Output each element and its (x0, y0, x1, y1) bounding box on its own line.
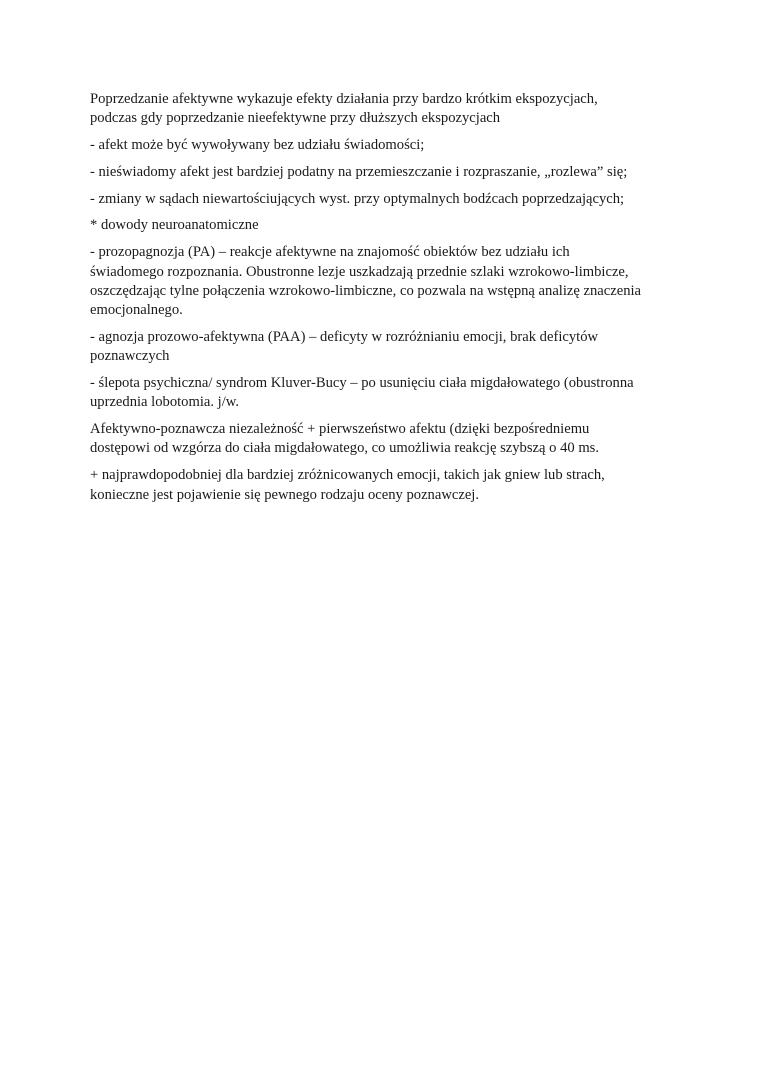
paragraph-neuroanatomical-evidence: * dowody neuroanatomiczne (90, 217, 259, 234)
paragraph-agnosia: - agnozja prozowo-afektywna (PAA) – deficyty w rozróżnianiu emocji, brak deficytów poznawczych (90, 328, 599, 365)
paragraph-prosopagnosia: - prozopagnozja (PA) – reakcje afektywne na znajomość obiektów bez udziału ich świadomego rozpoznania. Obustronne lezje uszkadzają przednie szlaki wzrokowo-limbicze, oszczędzając tylne połączenia wzrokowo-limbiczne, co pozwala na wstępną analizę znaczenia emocjonalnego. (90, 244, 642, 319)
paragraph-non-evaluative-judgments: - zmiany w sądach niewartościujących wyst. przy optymalnych bodźcach poprzedzających; (90, 190, 625, 207)
document-body (90, 90, 680, 512)
paragraph-affective-cognitive-independence: Afektywno-poznawcza niezależność + pierwszeństwo afektu (dzięki bezpośredniemu dostępowi od wzgórza do ciała migdałowatego, co umożliwia reakcję szybszą o 40 ms. (90, 421, 599, 457)
paragraph-unconscious-affect-spreads: - nieświadomy afekt jest bardziej podatny na przemieszczanie i rozpraszanie, „rozlewa” się; (90, 163, 628, 180)
paragraph-affective-priming: Poprzedzanie afektywne wykazuje efekty działania przy bardzo krótkim ekspozycjach, podczas gdy poprzedzanie nieefektywne przy dłuższych ekspozycjach (90, 91, 598, 127)
paragraph-affect-unconscious: - afekt może być wywoływany bez udziału świadomości; (90, 137, 425, 154)
paragraph-differentiated-emotions: + najprawdopodobniej dla bardziej zróżnicowanych emocji, takich jak gniew lub strach, konieczne jest pojawienie się pewnego rodzaju oceny poznawczej. (90, 467, 605, 503)
paragraph-psychic-blindness: - ślepota psychiczna/ syndrom Kluver-Bucy – po usunięciu ciała migdałowatego (obustronna uprzednia lobotomia. j/w. (90, 375, 634, 411)
